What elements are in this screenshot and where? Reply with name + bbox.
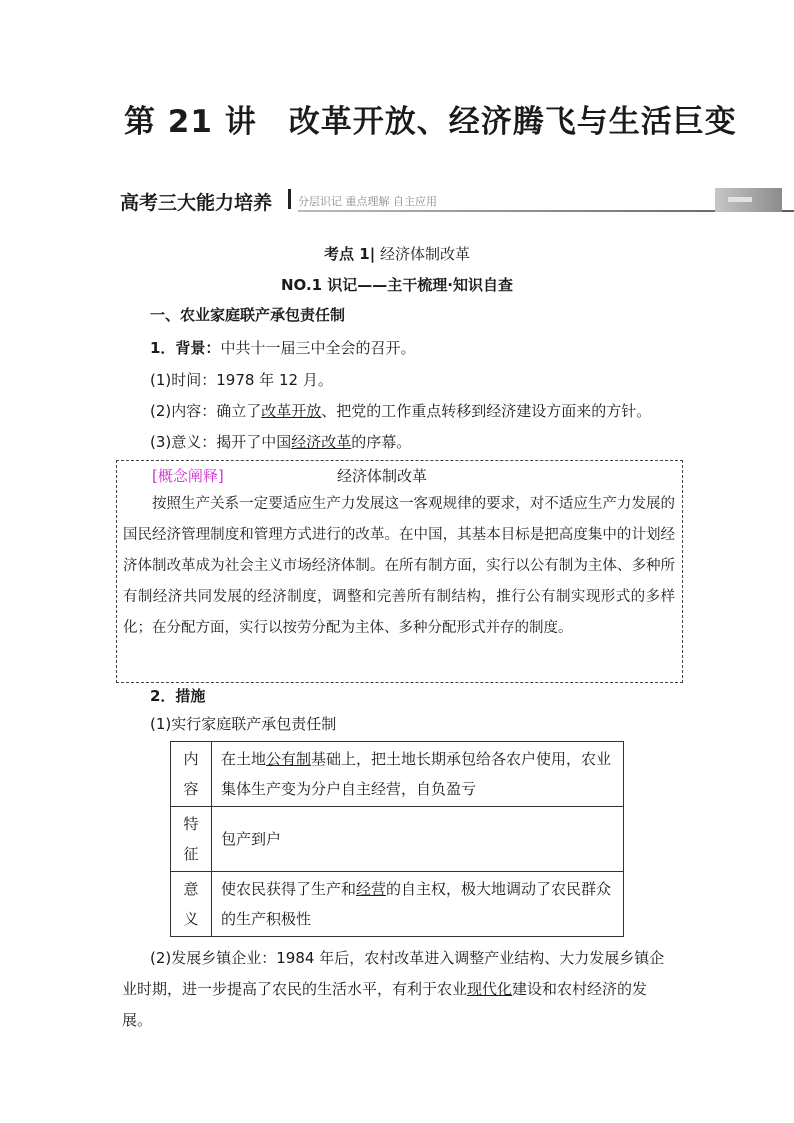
kaodian-label: 考点 1| (324, 245, 376, 263)
table-row (171, 872, 624, 937)
row-content: 使农民获得了生产和经营的自主权，极大地调动了农民群众的生产积极性 (212, 872, 624, 937)
no1-heading: NO.1 识记——主干梳理·知识自查 (280, 276, 514, 294)
table-row (171, 742, 624, 807)
banner-title: 高考三大能力培养 (120, 192, 273, 214)
section-banner (120, 186, 782, 214)
meaning-keyword: 经济改革 (291, 433, 352, 451)
page-title: 第 21 讲 改革开放、经济腾飞与生活巨变 (124, 104, 737, 140)
background-text: 中共十一届三中全会的召开。 (220, 339, 416, 357)
measure-item-2: (2)发展乡镇企业：1984 年后，农村改革进入调整产业结构、大力发展乡镇企业时期，进一步提高了农民的生活水平，有利于农业现代化建设和农村经济的发展。 (122, 949, 665, 1029)
meaning-line (150, 432, 411, 452)
concept-box (116, 460, 683, 683)
content-keyword: 改革开放 (261, 402, 322, 420)
row-header: 特 征 (171, 807, 212, 872)
banner-subtitle: 分层识记 重点理解 自主应用 (298, 195, 437, 208)
measures-heading: 2．措施 (150, 687, 206, 705)
table-row (171, 807, 624, 872)
time-line: (1)时间：1978 年 12 月。 (150, 371, 333, 389)
concept-title: 经济体制改革 (337, 467, 428, 485)
content-suffix: 、把党的工作重点转移到经济建设方面来的方针。 (321, 402, 652, 420)
row-content: 在土地公有制基础上，把土地长期承包给各农户使用，农业集体生产变为分户自主经营，自负盈亏 (212, 742, 624, 807)
kaodian-text: 经济体制改革 (379, 245, 470, 263)
row-header: 意 义 (171, 872, 212, 937)
content-line (150, 401, 651, 421)
content-prefix: (2)内容：确立了 (150, 402, 262, 420)
concept-label: [概念阐释] (152, 467, 224, 485)
banner-decoration (715, 188, 782, 212)
measure-item-1: (1)实行家庭联产承包责任制 (150, 715, 337, 733)
measures-table (170, 741, 624, 937)
concept-body: 按照生产关系一定要适应生产力发展这一客观规律的要求，对不适应生产力发展的国民经济管理制度和管理方式进行的改革。在中国，其基本目标是把高度集中的计划经济体制改革成为社会主义市场经济体制。在所有制方面，实行以公有制为主体、多种所有制经济共同发展的经济制度，调整和完善所有制结构，推行公有制实现形式的多样化；在分配方面，实行以按劳分配为主体、多种分配形式并存的制度。 (123, 496, 675, 636)
meaning-suffix: 的序幕。 (351, 433, 412, 451)
row-content: 包产到户 (212, 807, 624, 872)
banner-divider (288, 189, 291, 209)
background-label: 1．背景： (150, 339, 221, 357)
kaodian-heading (0, 243, 794, 264)
row-header: 内 容 (171, 742, 212, 807)
section1-heading: 一、农业家庭联产承包责任制 (150, 306, 346, 324)
meaning-prefix: (3)意义：揭开了中国 (150, 433, 292, 451)
background-line (150, 338, 415, 358)
